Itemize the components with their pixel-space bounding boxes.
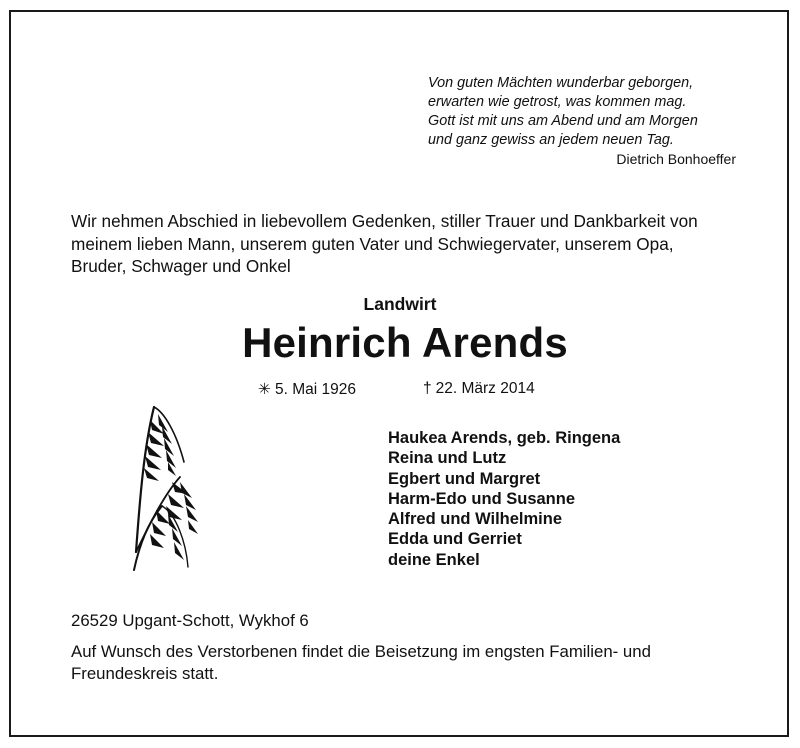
quote-line: erwarten wie getrost, was kommen mag.	[428, 94, 687, 110]
family-member: Egbert und Margret	[388, 469, 541, 488]
quote-line: und ganz gewiss an jedem neuen Tag.	[428, 132, 674, 148]
family-member: Haukea Arends, geb. Ringena	[388, 429, 621, 447]
family-list	[388, 428, 620, 570]
quote-line: Gott ist mit uns am Abend und am Morgen	[428, 113, 698, 129]
bonhoeffer-quote	[428, 74, 768, 150]
wheat-ears-icon	[128, 402, 228, 572]
address: 26529 Upgant-Schott, Wykhof 6	[71, 611, 309, 630]
death-date-value: 22. März 2014	[435, 380, 535, 397]
intro-line: Wir nehmen Abschied in liebevollem Gedenken, stiller Trauer und Dankbarkeit von	[71, 211, 698, 231]
birth-date	[258, 380, 356, 399]
death-date	[423, 380, 535, 398]
quote-line: Von guten Mächten wunderbar geborgen,	[428, 75, 694, 91]
family-member: Edda und Gerriet	[388, 530, 522, 549]
intro-line: Bruder, Schwager und Onkel	[71, 256, 291, 276]
notice-line: Freundeskreis statt.	[71, 664, 219, 683]
family-member: deine Enkel	[388, 550, 480, 569]
family-member: Alfred und Wilhelmine	[388, 510, 563, 529]
birth-star-icon: ✳	[258, 381, 271, 398]
burial-notice	[71, 641, 761, 685]
family-member: Harm-Edo und Susanne	[388, 489, 576, 508]
family-member: Reina und Lutz	[388, 449, 507, 468]
death-cross-icon: †	[423, 380, 432, 397]
intro-line: meinem lieben Mann, unserem guten Vater und Schwiegervater, unserem Opa,	[71, 233, 674, 254]
quote-author: Dietrich Bonhoeffer	[616, 151, 736, 167]
intro-text	[71, 210, 761, 278]
deceased-profession: Landwirt	[363, 294, 437, 314]
birth-date-value: 5. Mai 1926	[275, 381, 356, 398]
deceased-name: Heinrich Arends	[242, 319, 568, 366]
notice-line: Auf Wunsch des Verstorbenen findet die Beisetzung im engsten Familien- und	[71, 642, 651, 661]
